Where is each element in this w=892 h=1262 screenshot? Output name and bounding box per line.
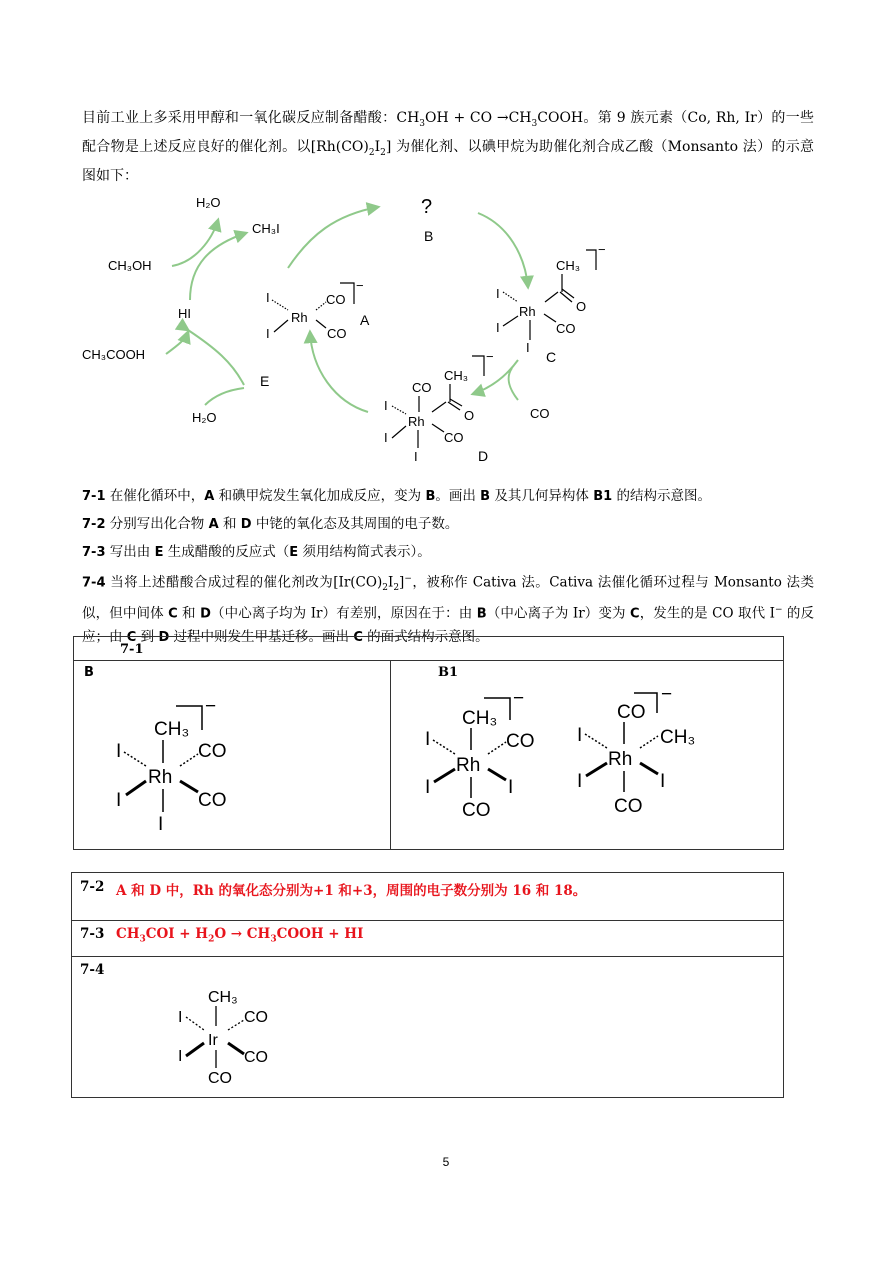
structure-b1-b bbox=[577, 684, 695, 817]
svg-text:I: I bbox=[116, 741, 122, 762]
svg-text:CO: CO bbox=[244, 1049, 268, 1066]
svg-text:I: I bbox=[660, 771, 666, 792]
svg-text:CO: CO bbox=[326, 292, 346, 307]
svg-text:−: − bbox=[598, 242, 606, 257]
svg-text:CH₃: CH₃ bbox=[208, 989, 238, 1006]
svg-text:I: I bbox=[266, 326, 270, 341]
svg-text:CO: CO bbox=[198, 790, 227, 811]
svg-text:I: I bbox=[158, 814, 164, 835]
svg-text:CO: CO bbox=[614, 796, 643, 817]
complex-a bbox=[266, 278, 370, 341]
svg-text:I: I bbox=[577, 771, 583, 792]
svg-text:I: I bbox=[526, 340, 530, 355]
svg-text:A: A bbox=[360, 312, 370, 328]
svg-text:I: I bbox=[414, 449, 418, 464]
svg-text:CO: CO bbox=[506, 731, 535, 752]
ch3i-label: CH₃I bbox=[252, 221, 280, 236]
cycle-arrow-d-to-a bbox=[310, 332, 368, 412]
intro-paragraph: 目前工业上多采用甲醇和一氧化碳反应制备醋酸：$CH_3OH$ + CO $\to CH_3COOH$。第 9 族元素（Co, Rh, Ir）的一些配合物是上述反应良好的催化剂。以$[Rh(CO)_2I_2]$ 为催化剂、以碘甲烷为助催化剂合成乙酸（Monsanto 法）的示意图如下： bbox=[82, 110, 815, 184]
svg-text:I: I bbox=[577, 725, 583, 746]
svg-text:I: I bbox=[116, 790, 122, 811]
svg-text:CH₃: CH₃ bbox=[660, 727, 696, 748]
svg-text:−: − bbox=[513, 688, 525, 709]
svg-text:O: O bbox=[464, 408, 475, 423]
cycle-arrow-co bbox=[509, 368, 518, 400]
svg-text:C: C bbox=[546, 349, 557, 365]
svg-text:I: I bbox=[384, 430, 388, 445]
svg-text:I: I bbox=[425, 777, 431, 798]
complex-c bbox=[496, 242, 606, 365]
svg-text:Rh: Rh bbox=[519, 304, 536, 319]
svg-text:CH₃: CH₃ bbox=[462, 708, 498, 729]
svg-text:−: − bbox=[356, 278, 364, 293]
answer-7-3-num: 7-3 bbox=[80, 926, 105, 942]
structure-b bbox=[116, 696, 227, 835]
question-7-4: 7-4 当将上述醋酸合成过程的催化剂改为$[Ir(CO)_2I_2]^-$，被称作 Cativa 法。Cativa 法催化循环过程与 Monsanto 法类似，但中间体 C 和 D（中心离子均为 Ir）有差别，原因在于：由 B（中心离子为 Ir）变为 C，发生的是 CO 取代 I− 的反应；由 C 到 D 过程中则发生甲基迁移。画出 C 的面式结构示意图。 bbox=[82, 574, 815, 645]
cycle-arrow-a-to-b bbox=[288, 207, 378, 268]
svg-text:I: I bbox=[384, 398, 388, 413]
answer-7-3-text: $CH_3COI + H_2O$ → $CH_3COOH$ + HI bbox=[116, 926, 364, 945]
svg-text:I: I bbox=[496, 286, 500, 301]
table-cell-b-title: B bbox=[84, 665, 94, 680]
answer-7-2-text: A 和 D 中，Rh 的氧化态分别为+1 和+3，周围的电子数分别为 16 和 18。 bbox=[116, 883, 587, 899]
cycle-arrow-h2o-in bbox=[205, 388, 244, 405]
svg-text:CO: CO bbox=[327, 326, 347, 341]
answer-7-2-num: 7-2 bbox=[80, 879, 105, 895]
cycle-arrow-ch3i bbox=[190, 233, 246, 300]
svg-text:Rh: Rh bbox=[456, 755, 481, 776]
cycle-arrow-b-to-c bbox=[478, 213, 528, 287]
hi-label: HI bbox=[178, 306, 191, 321]
ch3cooh-label: CH₃COOH bbox=[82, 347, 146, 362]
table-7-1-title: 7-1 bbox=[120, 642, 144, 657]
b-label: B bbox=[424, 228, 434, 244]
question-7-3: 7-3 写出由 E 生成醋酸的反应式（E 须用结构简式表示）。 bbox=[82, 544, 431, 560]
svg-text:CO: CO bbox=[556, 321, 576, 336]
question-7-2: 7-2 分别写出化合物 A 和 D 中铑的氧化态及其周围的电子数。 bbox=[82, 516, 459, 532]
page-number: 5 bbox=[442, 1155, 450, 1169]
co-in-label: CO bbox=[530, 406, 550, 421]
svg-text:CO: CO bbox=[412, 380, 432, 395]
e-label: E bbox=[260, 373, 270, 389]
svg-text:CO: CO bbox=[462, 800, 491, 821]
svg-text:CO: CO bbox=[198, 741, 227, 762]
svg-text:Rh: Rh bbox=[408, 414, 425, 429]
structure-c-ir bbox=[0, 970, 892, 1090]
svg-text:−: − bbox=[486, 349, 494, 364]
svg-text:Ir: Ir bbox=[208, 1032, 218, 1049]
svg-text:O: O bbox=[576, 299, 587, 314]
svg-text:I: I bbox=[178, 1009, 183, 1026]
svg-text:−: − bbox=[205, 696, 217, 717]
structure-b1-a bbox=[425, 688, 535, 821]
svg-text:CH₃: CH₃ bbox=[556, 258, 581, 273]
svg-text:I: I bbox=[266, 290, 270, 305]
svg-text:I: I bbox=[496, 320, 500, 335]
svg-text:CO: CO bbox=[617, 702, 646, 723]
catalytic-cycle-diagram bbox=[0, 0, 892, 480]
ch3oh-label: CH₃OH bbox=[108, 258, 152, 273]
svg-text:I: I bbox=[508, 777, 514, 798]
question-7-1: 7-1 在催化循环中，A 和碘甲烷发生氧化加成反应，变为 B。画出 B 及其几何异构体 B1 的结构示意图。 bbox=[82, 488, 711, 504]
svg-text:I: I bbox=[425, 729, 431, 750]
svg-text:CO: CO bbox=[444, 430, 464, 445]
answer-7-4-num: 7-4 bbox=[80, 962, 105, 978]
svg-text:CO: CO bbox=[244, 1009, 268, 1026]
svg-text:Rh: Rh bbox=[608, 749, 633, 770]
svg-text:Rh: Rh bbox=[148, 767, 173, 788]
question-mark: ? bbox=[421, 196, 433, 218]
h2o-bottom-label: H₂O bbox=[192, 410, 217, 425]
svg-text:I: I bbox=[178, 1048, 183, 1065]
svg-text:Rh: Rh bbox=[291, 310, 308, 325]
svg-text:D: D bbox=[478, 448, 489, 464]
cycle-arrow-e-to-hi bbox=[188, 330, 244, 385]
svg-text:CH₃: CH₃ bbox=[154, 719, 190, 740]
complex-d bbox=[384, 349, 494, 464]
structures-7-1 bbox=[0, 660, 892, 850]
svg-text:−: − bbox=[661, 684, 673, 705]
cycle-arrow-ch3oh bbox=[172, 220, 218, 266]
h2o-top-label: H₂O bbox=[196, 195, 221, 210]
svg-text:CO: CO bbox=[208, 1070, 232, 1087]
svg-text:CH₃: CH₃ bbox=[444, 368, 469, 383]
cycle-arrow-hi-out bbox=[166, 332, 188, 354]
table-cell-b1-title: B1 bbox=[438, 665, 459, 680]
